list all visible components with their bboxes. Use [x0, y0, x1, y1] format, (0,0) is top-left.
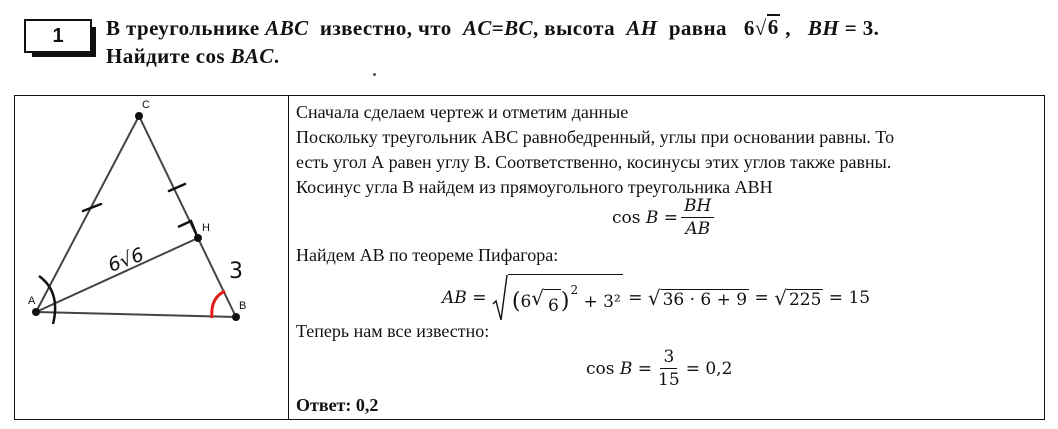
problem-line-2: Найдите cos BAC. [106, 44, 280, 68]
fraction-3-15: $\frac{3}{15}$ [658, 347, 680, 390]
solution-line-2: Поскольку треугольник ABC равнобедренный, углы при основании равны. То [296, 127, 895, 147]
angle-arc-b [212, 291, 225, 318]
label-bh-length: 3 [229, 259, 243, 284]
problem-number: 1 [52, 24, 64, 47]
problem-number-box [24, 19, 92, 53]
solution-line-3: есть угол А равен углу В. Соответственно, косинусы этих углов также равны. [296, 152, 892, 172]
side-cb [139, 116, 236, 317]
label-b: B [239, 300, 247, 312]
right-angle-mark [178, 221, 197, 236]
solution-line-6: Теперь нам все известно: [296, 321, 490, 341]
vertex-h-dot [194, 234, 202, 242]
solution-line-4: Косинус угла В найдем из прямоугольного треугольника ABH [296, 177, 773, 197]
big-radical: ( 6 √ 6 ) 2 + 3² [492, 274, 623, 322]
fraction-bh-ab: $\frac{BH}{AB}$ [681, 195, 714, 240]
radical-sign [492, 274, 508, 322]
formula-cos-b: cos B = $\frac{BH}{AB}$ [612, 195, 717, 240]
label-c: C [142, 99, 150, 111]
side-ac [36, 116, 139, 312]
stray-dot [373, 73, 376, 76]
formula-pythagoras: AB = ( 6 √ 6 ) 2 + 3² = √ 36 · 6 + 9 = √ 225 = 15 [442, 274, 870, 322]
label-ah-length: 6√6 [105, 243, 147, 277]
table-divider [288, 95, 289, 420]
problem-line-1: В треугольнике ABC известно, что AC=BC, высота AH равна 6 √ 6 , BH = 3. [106, 15, 880, 40]
solution-line-5: Найдем AB по теореме Пифагора: [296, 245, 559, 265]
side-ab [36, 312, 236, 317]
formula-cos-b-result: cos B = $\frac{3}{15}$ = 0,2 [586, 347, 733, 390]
vertex-b-dot [232, 313, 240, 321]
solution-line-1: Сначала сделаем чертеж и отметим данные [296, 102, 629, 122]
problem-statement [106, 14, 1051, 70]
answer: Ответ: 0,2 [296, 395, 379, 415]
solution-text [296, 100, 1041, 200]
vertex-a-dot [32, 308, 40, 316]
triangle-figure [15, 96, 287, 419]
label-a: A [28, 295, 36, 307]
height-value: 6 √ 6 [743, 15, 779, 40]
vertex-c-dot [135, 112, 143, 120]
label-h: H [202, 222, 210, 234]
